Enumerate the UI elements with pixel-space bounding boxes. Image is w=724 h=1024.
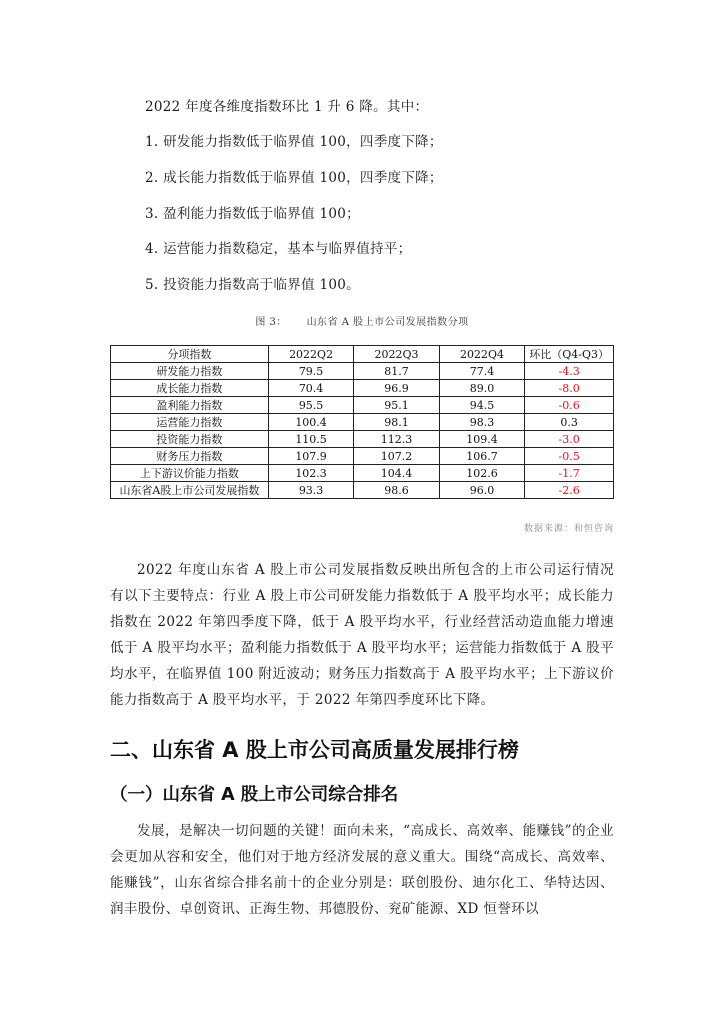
row-label: 盈利能力指数 [111,397,269,414]
figure-title: 山东省 A 股上市公司发展指数分项 [306,317,469,328]
header-q2: 2022Q2 [268,346,353,363]
cell-value: 95.1 [354,397,439,414]
cell-value: 107.9 [268,448,353,465]
cell-value: 107.2 [354,448,439,465]
cell-value: 93.3 [268,482,353,499]
table-row [111,380,614,397]
row-label: 投资能力指数 [111,431,269,448]
cell-value: 77.4 [439,363,524,380]
table-row [111,482,614,499]
cell-change: -3.0 [525,431,614,448]
cell-value: 98.6 [354,482,439,499]
list-item-4: 4. 运营能力指数稳定，基本与临界值持平； [145,241,412,257]
figure-caption [0,313,724,328]
header-q4: 2022Q4 [439,346,524,363]
cell-value: 102.6 [439,465,524,482]
table-row [111,414,614,431]
row-label: 成长能力指数 [111,380,269,397]
cell-value: 106.7 [439,448,524,465]
row-label: 山东省A股上市公司发展指数 [111,482,269,499]
cell-value: 102.3 [268,465,353,482]
cell-value: 70.4 [268,380,353,397]
table-row [111,465,614,482]
section-heading: 二、山东省 A 股上市公司高质量发展排行榜 [110,738,519,762]
intro-text: 2022 年度各维度指数环比 1 升 6 降。其中： [145,99,429,115]
list-item-3: 3. 盈利能力指数低于临界值 100； [145,206,360,222]
row-label: 上下游议价能力指数 [111,465,269,482]
row-label: 运营能力指数 [111,414,269,431]
body-paragraph-2: 发展，是解决一切问题的关键！面向未来，“高成长、高效率、能赚钱”的企业会更加从容和安全，他们对于地方经济发展的意义重大。围绕“高成长、高效率、能赚钱”，山东省综合排名前十的企业分别是：联创股份、迪尔化工、华特达因、润丰股份、卓创资讯、正海生物、邦德股份、兖矿能源、XD 恒誉环以 [110,823,614,917]
table-row [111,397,614,414]
header-change: 环比（Q4-Q3） [525,346,614,363]
cell-value: 110.5 [268,431,353,448]
cell-change: -2.6 [525,482,614,499]
cell-value: 109.4 [439,431,524,448]
header-q3: 2022Q3 [354,346,439,363]
cell-change: -1.7 [525,465,614,482]
cell-value: 100.4 [268,414,353,431]
cell-value: 98.1 [354,414,439,431]
table-row [111,431,614,448]
figure-number: 图 3： [255,317,287,328]
cell-value: 89.0 [439,380,524,397]
cell-value: 104.4 [354,465,439,482]
cell-change: -0.5 [525,448,614,465]
cell-value: 112.3 [354,431,439,448]
data-source: 数据来源：和恒咨询 [523,524,614,534]
row-label: 财务压力指数 [111,448,269,465]
list-item-5: 5. 投资能力指数高于临界值 100。 [145,277,360,293]
table-row [111,448,614,465]
list-item-2: 2. 成长能力指数低于临界值 100，四季度下降； [145,170,443,186]
subsection-heading: （一）山东省 A 股上市公司综合排名 [110,785,399,805]
body-paragraph-1: 2022 年度山东省 A 股上市公司发展指数反映出所包含的上市公司运行情况有以下主要特点：行业 A 股上市公司研发能力指数低于 A 股平均水平；成长能力指数在 2022 年第四季度下降，低于 A 股平均水平，行业经营活动造血能力增速低于 A 股平均水平；盈利能力指数低于 A 股平均水平；运营能力指数低于 A 股平均水平，在临界值 100 附近波动；财务压力指数高于 A 股平均水平；上下游议价能力指数高于 A 股平均水平，于 2022 年第四季度环比下降。 [110,562,614,708]
cell-value: 96.0 [439,482,524,499]
cell-value: 95.5 [268,397,353,414]
table-row [111,363,614,380]
cell-value: 98.3 [439,414,524,431]
list-item-1: 1. 研发能力指数低于临界值 100，四季度下降； [145,134,443,150]
index-table [110,345,614,499]
cell-change: -4.3 [525,363,614,380]
cell-value: 81.7 [354,363,439,380]
cell-value: 94.5 [439,397,524,414]
table-header-row [111,346,614,363]
cell-change: -0.6 [525,397,614,414]
row-label: 研发能力指数 [111,363,269,380]
header-index: 分项指数 [111,346,269,363]
cell-value: 96.9 [354,380,439,397]
cell-value: 79.5 [268,363,353,380]
cell-change: 0.3 [525,414,614,431]
cell-change: -8.0 [525,380,614,397]
